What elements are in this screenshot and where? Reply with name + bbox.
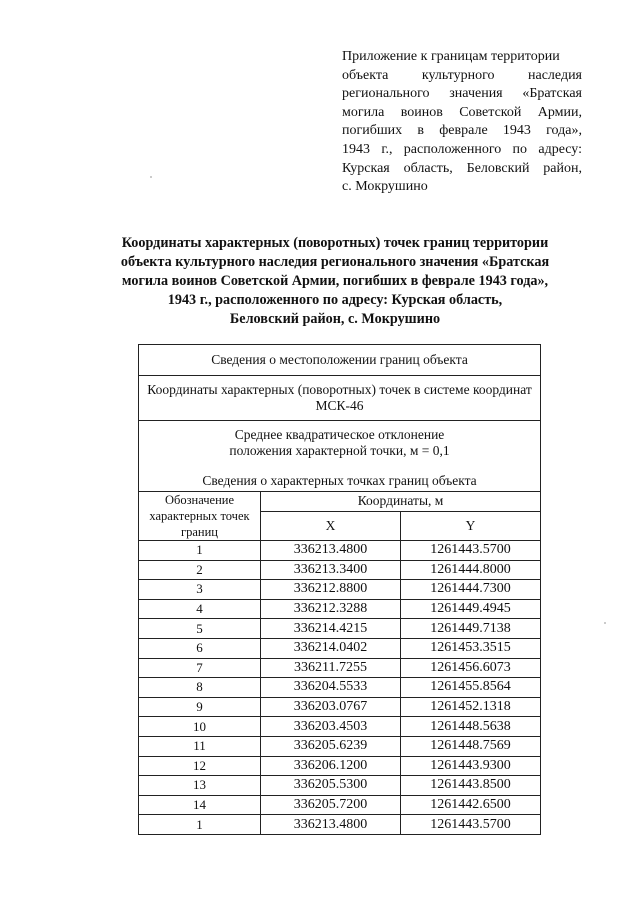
y-coordinate: 1261443.5700	[401, 815, 541, 835]
coordinates-header: Координаты, м	[261, 492, 541, 512]
annex-note	[342, 48, 582, 197]
scan-speck	[604, 622, 606, 624]
point-designation: 7	[139, 658, 261, 678]
annex-line: погибших в феврале 1943 года»,	[342, 123, 582, 139]
point-designation: 1	[139, 541, 261, 561]
y-header: Y	[401, 511, 541, 540]
heading-line: Координаты характерных (поворотных) точек границ территории	[121, 235, 549, 251]
y-coordinate: 1261443.9300	[401, 756, 541, 776]
x-coordinate: 336213.3400	[261, 560, 401, 580]
point-designation: 14	[139, 795, 261, 815]
x-coordinate: 336203.4503	[261, 717, 401, 737]
x-coordinate: 336212.8800	[261, 580, 401, 600]
coordinate-system-text: Координаты характерных (поворотных) точек в системе координат	[147, 382, 532, 397]
x-coordinate: 336214.4215	[261, 619, 401, 639]
heading-line: Беловский район, с. Мокрушино	[229, 311, 441, 327]
scan-speck	[150, 176, 152, 178]
y-coordinate: 1261444.8000	[401, 560, 541, 580]
table-row	[139, 697, 541, 717]
table-row	[139, 580, 541, 600]
x-coordinate: 336204.5533	[261, 678, 401, 698]
table-row	[139, 678, 541, 698]
x-coordinate: 336214.0402	[261, 638, 401, 658]
y-coordinate: 1261443.8500	[401, 776, 541, 796]
table-row	[139, 717, 541, 737]
table-row	[139, 795, 541, 815]
point-designation: 2	[139, 560, 261, 580]
point-designation: 11	[139, 736, 261, 756]
x-coordinate: 336212.3288	[261, 599, 401, 619]
heading-line: могила воинов Советской Армии, погибших в феврале 1943 года»,	[121, 273, 549, 289]
table-row	[139, 638, 541, 658]
table-row	[139, 619, 541, 639]
x-coordinate: 336211.7255	[261, 658, 401, 678]
annex-line: Приложение к границам территории	[342, 49, 560, 64]
y-coordinate: 1261452.1318	[401, 697, 541, 717]
annex-line: регионального значения «Братская	[342, 86, 582, 102]
point-designation: 4	[139, 599, 261, 619]
point-designation: 6	[139, 638, 261, 658]
point-designation: 9	[139, 697, 261, 717]
point-designation: 3	[139, 580, 261, 600]
heading-line: 1943 г., расположенного по адресу: Курская область,	[167, 292, 503, 308]
x-coordinate: 336203.0767	[261, 697, 401, 717]
table-row	[139, 599, 541, 619]
table-row	[139, 541, 541, 561]
coordinates-table	[138, 344, 541, 835]
precision-cell	[139, 421, 541, 492]
y-coordinate: 1261442.6500	[401, 795, 541, 815]
annex-line: могила воинов Советской Армии,	[342, 104, 582, 120]
table-row	[139, 756, 541, 776]
precision-text: Среднее квадратическое отклонение	[234, 427, 445, 442]
points-info-text: Сведения о характерных точках границ объекта	[202, 473, 477, 488]
point-designation: 10	[139, 717, 261, 737]
y-coordinate: 1261455.8564	[401, 678, 541, 698]
y-coordinate: 1261453.3515	[401, 638, 541, 658]
heading-line: объекта культурного наследия регионального значения «Братская	[120, 254, 550, 270]
point-designation: 8	[139, 678, 261, 698]
annex-line: с. Мокрушино	[342, 179, 428, 195]
coordinate-system-code: МСК-46	[315, 398, 364, 413]
x-coordinate: 336205.5300	[261, 776, 401, 796]
point-designation: 5	[139, 619, 261, 639]
designation-header	[139, 492, 261, 541]
x-coordinate: 336213.4800	[261, 815, 401, 835]
y-coordinate: 1261448.7569	[401, 736, 541, 756]
annex-line: Курская область, Беловский район,	[342, 160, 582, 176]
point-designation: 12	[139, 756, 261, 776]
coordinate-system-cell	[139, 376, 541, 421]
table-row	[139, 658, 541, 678]
x-coordinate: 336206.1200	[261, 756, 401, 776]
annex-line: 1943 г., расположенного по адресу:	[342, 141, 582, 157]
point-designation: 1	[139, 815, 261, 835]
x-header: X	[261, 511, 401, 540]
precision-value: положения характерной точки, м = 0,1	[229, 443, 450, 458]
table-row	[139, 736, 541, 756]
table-row	[139, 815, 541, 835]
y-coordinate: 1261449.7138	[401, 619, 541, 639]
x-coordinate: 336205.7200	[261, 795, 401, 815]
y-coordinate: 1261449.4945	[401, 599, 541, 619]
designation-header-line: характерных точек	[149, 509, 250, 523]
location-title: Сведения о местоположении границ объекта	[139, 345, 541, 376]
table-row	[139, 560, 541, 580]
y-coordinate: 1261448.5638	[401, 717, 541, 737]
table-row	[139, 776, 541, 796]
document-heading	[100, 234, 570, 329]
designation-header-line: Обозначение	[164, 493, 235, 507]
y-coordinate: 1261456.6073	[401, 658, 541, 678]
designation-header-line: границ	[181, 525, 218, 539]
point-designation: 13	[139, 776, 261, 796]
x-coordinate: 336205.6239	[261, 736, 401, 756]
y-coordinate: 1261443.5700	[401, 541, 541, 561]
y-coordinate: 1261444.7300	[401, 580, 541, 600]
annex-line: объекта культурного наследия	[342, 67, 582, 83]
x-coordinate: 336213.4800	[261, 541, 401, 561]
